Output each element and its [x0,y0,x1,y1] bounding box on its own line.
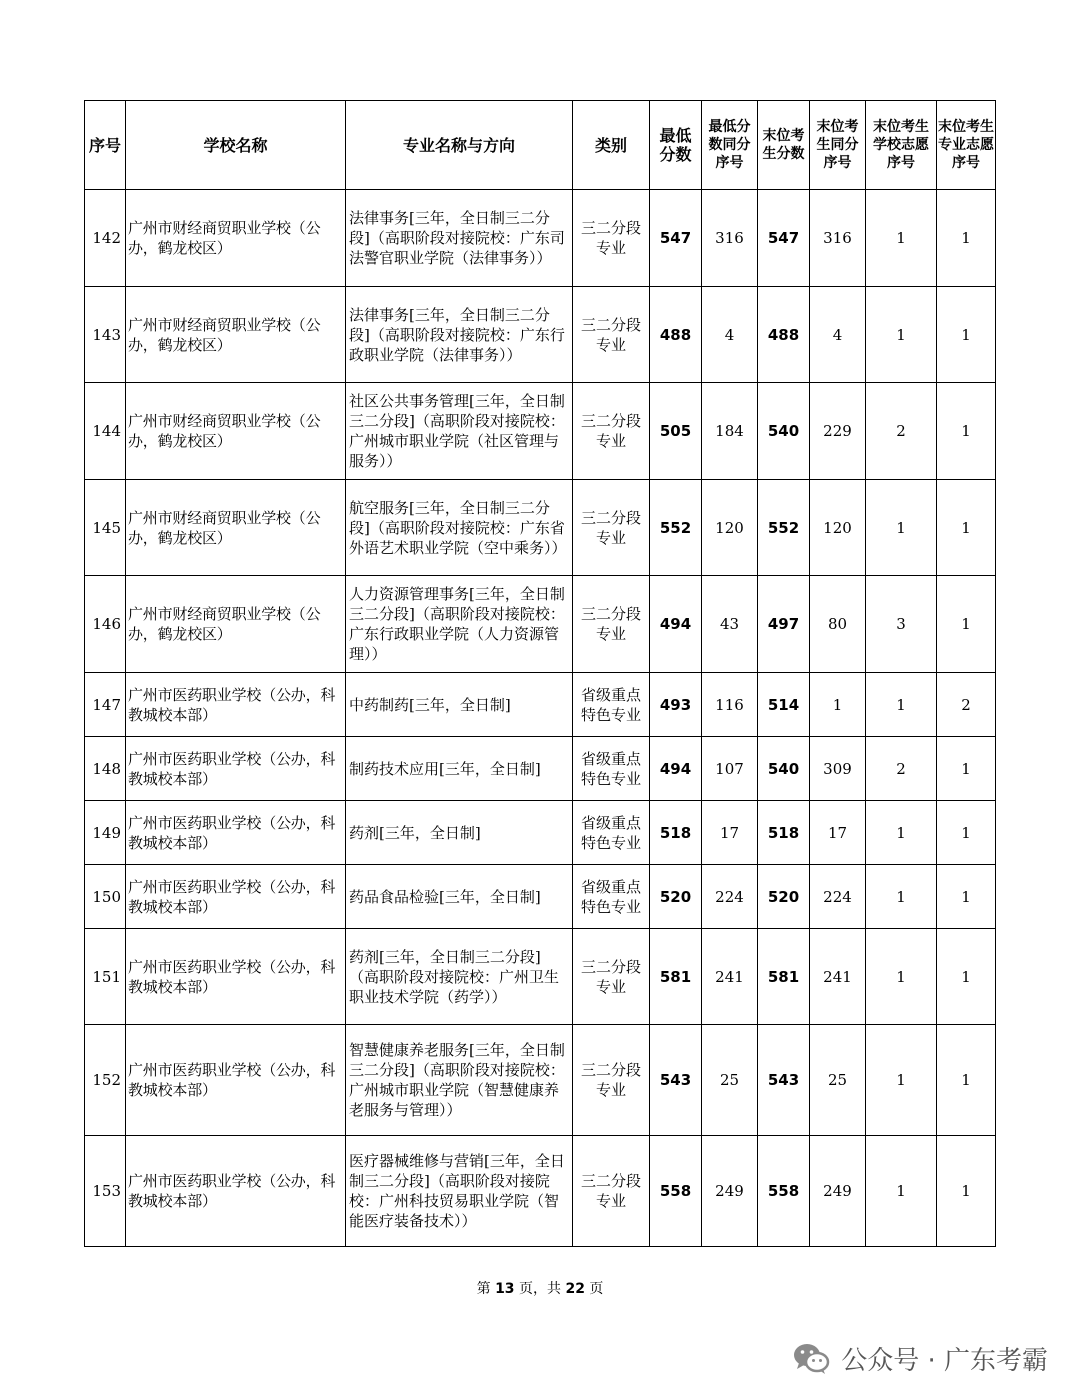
school-pref-cell: 1 [866,190,937,287]
seq-cell: 142 [85,190,126,287]
last-rank-cell: 229 [810,383,866,480]
major-cell: 药品食品检验[三年，全日制] [346,865,573,929]
school-pref-cell: 1 [866,865,937,929]
last-rank-cell: 241 [810,929,866,1025]
school-name-cell: 广州市医药职业学校（公办，科教城校本部） [126,1136,346,1247]
footer-total-pages: 22 [565,1281,585,1297]
school-pref-cell: 1 [866,801,937,865]
school-name-cell: 广州市财经商贸职业学校（公办，鹤龙校区） [126,190,346,287]
last-score-cell: 520 [758,865,810,929]
header-category: 类别 [573,101,650,190]
last-score-cell: 558 [758,1136,810,1247]
seq-cell: 145 [85,480,126,576]
table-row [85,1025,996,1136]
table-row [85,480,996,576]
category-cell: 省级重点特色专业 [573,673,650,737]
school-name-cell: 广州市财经商贸职业学校（公办，鹤龙校区） [126,383,346,480]
min-score-cell: 518 [650,801,702,865]
page-footer [0,1278,1080,1298]
last-score-cell: 540 [758,737,810,801]
seq-cell: 147 [85,673,126,737]
min-score-cell: 581 [650,929,702,1025]
category-cell: 省级重点特色专业 [573,737,650,801]
seq-cell: 146 [85,576,126,673]
last-score-cell: 514 [758,673,810,737]
table-row [85,929,996,1025]
min-score-cell: 505 [650,383,702,480]
school-pref-cell: 2 [866,383,937,480]
header-major: 专业名称与方向 [346,101,573,190]
min-score-cell: 488 [650,287,702,383]
category-cell: 三二分段专业 [573,383,650,480]
min-score-cell: 543 [650,1025,702,1136]
min-rank-cell: 249 [702,1136,758,1247]
major-cell: 药剂[三年，全日制三二分段]（高职阶段对接院校：广州卫生职业技术学院（药学）） [346,929,573,1025]
category-cell: 三二分段专业 [573,287,650,383]
seq-cell: 149 [85,801,126,865]
school-pref-cell: 1 [866,480,937,576]
category-cell: 省级重点特色专业 [573,801,650,865]
major-pref-cell: 1 [937,383,996,480]
seq-cell: 152 [85,1025,126,1136]
seq-cell: 150 [85,865,126,929]
school-pref-cell: 1 [866,287,937,383]
header-last-school-pref: 末位考生学校志愿序号 [866,101,937,190]
school-name-cell: 广州市财经商贸职业学校（公办，鹤龙校区） [126,480,346,576]
last-score-cell: 581 [758,929,810,1025]
admission-table [84,100,996,1247]
last-rank-cell: 249 [810,1136,866,1247]
school-pref-cell: 2 [866,737,937,801]
footer-prefix: 第 [476,1281,491,1297]
category-cell: 三二分段专业 [573,190,650,287]
major-pref-cell: 1 [937,1025,996,1136]
major-cell: 航空服务[三年，全日制三二分段]（高职阶段对接院校：广东省外语艺术职业学院（空中乘务）） [346,480,573,576]
min-rank-cell: 224 [702,865,758,929]
last-score-cell: 540 [758,383,810,480]
last-rank-cell: 17 [810,801,866,865]
category-cell: 三二分段专业 [573,1025,650,1136]
school-name-cell: 广州市财经商贸职业学校（公办，鹤龙校区） [126,576,346,673]
min-rank-cell: 17 [702,801,758,865]
min-rank-cell: 316 [702,190,758,287]
header-school: 学校名称 [126,101,346,190]
school-name-cell: 广州市医药职业学校（公办，科教城校本部） [126,929,346,1025]
major-pref-cell: 1 [937,929,996,1025]
major-pref-cell: 1 [937,865,996,929]
category-cell: 三二分段专业 [573,480,650,576]
footer-middle: 页，共 [519,1281,561,1297]
min-rank-cell: 4 [702,287,758,383]
seq-cell: 148 [85,737,126,801]
last-rank-cell: 120 [810,480,866,576]
major-cell: 药剂[三年，全日制] [346,801,573,865]
major-pref-cell: 1 [937,480,996,576]
school-name-cell: 广州市医药职业学校（公办，科教城校本部） [126,673,346,737]
major-cell: 人力资源管理事务[三年，全日制三二分段]（高职阶段对接院校：广东行政职业学院（人力资源管理）） [346,576,573,673]
seq-cell: 144 [85,383,126,480]
last-rank-cell: 309 [810,737,866,801]
major-cell: 中药制药[三年，全日制] [346,673,573,737]
last-score-cell: 547 [758,190,810,287]
last-score-cell: 518 [758,801,810,865]
header-min-score: 最低分数 [650,101,702,190]
seq-cell: 151 [85,929,126,1025]
table-row [85,801,996,865]
min-rank-cell: 116 [702,673,758,737]
min-rank-cell: 120 [702,480,758,576]
school-name-cell: 广州市医药职业学校（公办，科教城校本部） [126,801,346,865]
last-rank-cell: 4 [810,287,866,383]
major-pref-cell: 1 [937,576,996,673]
header-row [85,101,996,190]
seq-cell: 143 [85,287,126,383]
major-pref-cell: 1 [937,737,996,801]
school-name-cell: 广州市医药职业学校（公办，科教城校本部） [126,865,346,929]
school-pref-cell: 1 [866,1025,937,1136]
table-row [85,576,996,673]
min-rank-cell: 184 [702,383,758,480]
category-cell: 三二分段专业 [573,929,650,1025]
last-rank-cell: 1 [810,673,866,737]
major-cell: 法律事务[三年，全日制三二分段]（高职阶段对接院校：广东行政职业学院（法律事务）） [346,287,573,383]
last-rank-cell: 80 [810,576,866,673]
school-pref-cell: 1 [866,1136,937,1247]
major-cell: 智慧健康养老服务[三年，全日制三二分段]（高职阶段对接院校：广州城市职业学院（智慧健康养老服务与管理）） [346,1025,573,1136]
table-row [85,190,996,287]
category-cell: 省级重点特色专业 [573,865,650,929]
school-name-cell: 广州市医药职业学校（公办，科教城校本部） [126,737,346,801]
category-cell: 三二分段专业 [573,1136,650,1247]
table-row [85,287,996,383]
major-cell: 医疗器械维修与营销[三年，全日制三二分段]（高职阶段对接院校：广州科技贸易职业学院（智能医疗装备技术）） [346,1136,573,1247]
header-last-rank: 末位考生同分序号 [810,101,866,190]
school-pref-cell: 3 [866,576,937,673]
last-score-cell: 543 [758,1025,810,1136]
table-row [85,737,996,801]
major-cell: 法律事务[三年，全日制三二分段]（高职阶段对接院校：广东司法警官职业学院（法律事务）） [346,190,573,287]
major-pref-cell: 2 [937,673,996,737]
table-row [85,383,996,480]
last-score-cell: 552 [758,480,810,576]
table-row [85,673,996,737]
major-pref-cell: 1 [937,287,996,383]
last-score-cell: 497 [758,576,810,673]
seq-cell: 153 [85,1136,126,1247]
category-cell: 三二分段专业 [573,576,650,673]
watermark [791,1336,1048,1380]
footer-page-number: 13 [495,1281,515,1297]
table-row [85,1136,996,1247]
min-score-cell: 520 [650,865,702,929]
school-name-cell: 广州市医药职业学校（公办，科教城校本部） [126,1025,346,1136]
min-rank-cell: 43 [702,576,758,673]
min-rank-cell: 241 [702,929,758,1025]
last-rank-cell: 224 [810,865,866,929]
table-row [85,865,996,929]
min-rank-cell: 25 [702,1025,758,1136]
last-rank-cell: 25 [810,1025,866,1136]
major-cell: 制药技术应用[三年，全日制] [346,737,573,801]
min-score-cell: 494 [650,737,702,801]
school-pref-cell: 1 [866,929,937,1025]
watermark-text: 公众号 · 广东考霸 [841,1345,1048,1376]
header-min-rank: 最低分数同分序号 [702,101,758,190]
footer-suffix: 页 [589,1281,604,1297]
last-score-cell: 488 [758,287,810,383]
school-pref-cell: 1 [866,673,937,737]
min-score-cell: 494 [650,576,702,673]
major-pref-cell: 1 [937,1136,996,1247]
school-name-cell: 广州市财经商贸职业学校（公办，鹤龙校区） [126,287,346,383]
min-score-cell: 547 [650,190,702,287]
min-score-cell: 552 [650,480,702,576]
major-cell: 社区公共事务管理[三年，全日制三二分段]（高职阶段对接院校：广州城市职业学院（社区管理与服务）） [346,383,573,480]
min-rank-cell: 107 [702,737,758,801]
min-score-cell: 493 [650,673,702,737]
header-seq: 序号 [85,101,126,190]
major-pref-cell: 1 [937,190,996,287]
header-last-score: 末位考生分数 [758,101,810,190]
min-score-cell: 558 [650,1136,702,1247]
wechat-icon [791,1338,831,1378]
major-pref-cell: 1 [937,801,996,865]
header-last-major-pref: 末位考生专业志愿序号 [937,101,996,190]
last-rank-cell: 316 [810,190,866,287]
